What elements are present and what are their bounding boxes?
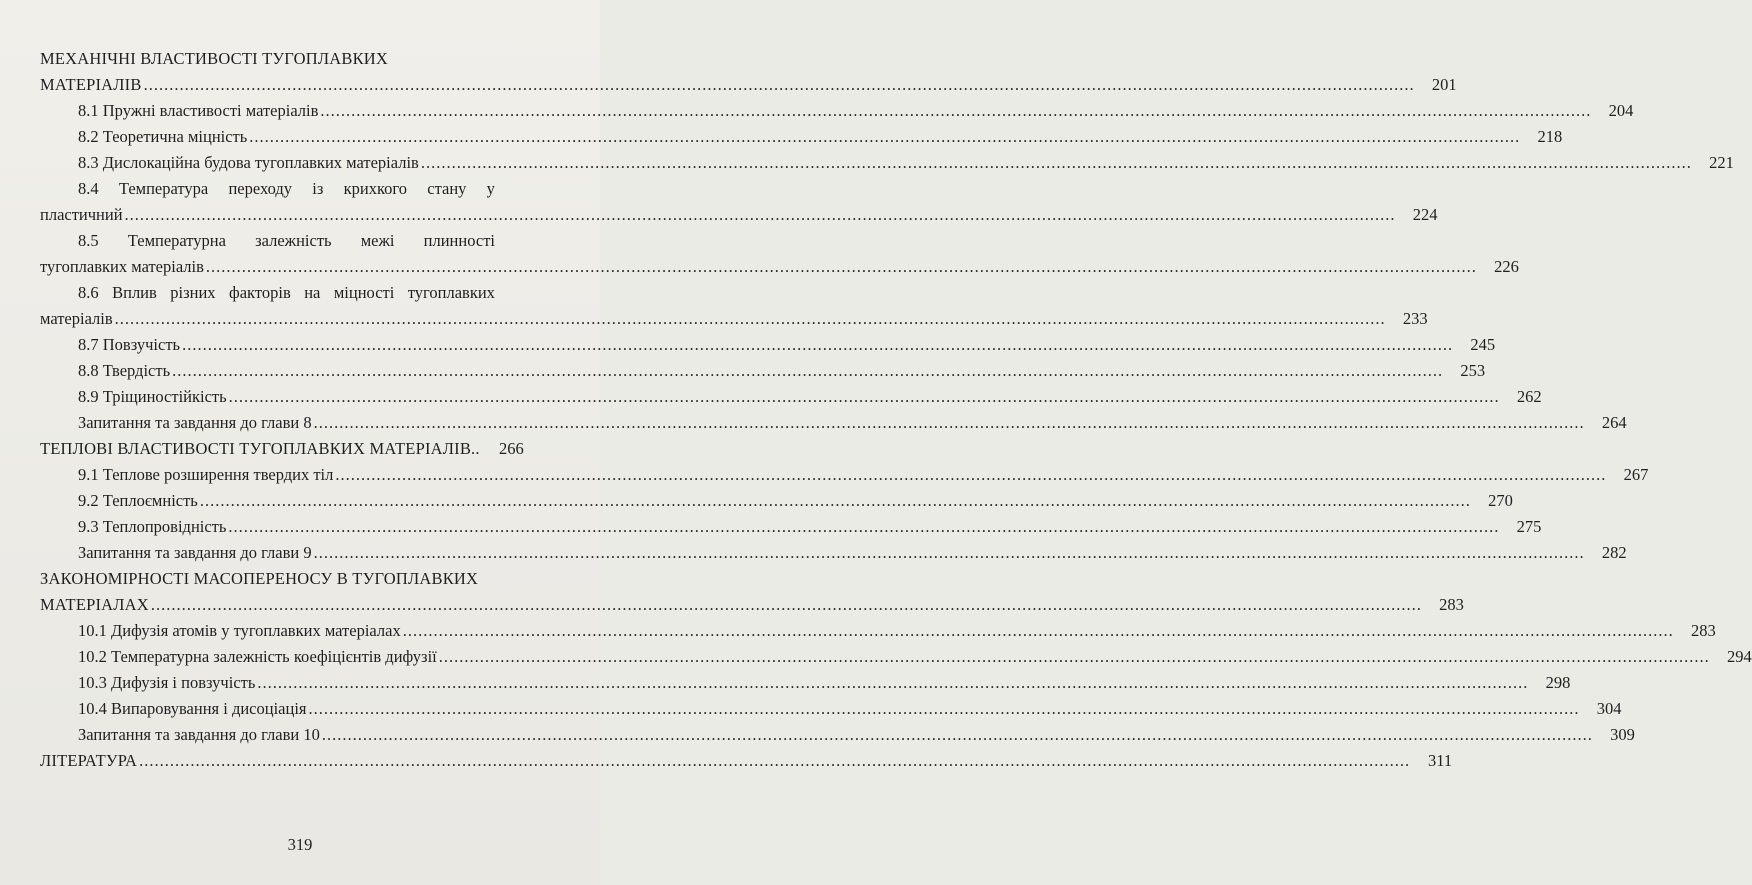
toc-entry-title: 8.2 Теоретична міцність [78, 127, 248, 146]
toc-page-number: 224 [1412, 205, 1438, 224]
toc-entry-title: 9.3 Теплопровідність [78, 517, 227, 536]
toc-page-number: 311 [1427, 751, 1453, 770]
toc-leader-dots [403, 618, 1674, 644]
toc-section-line [40, 696, 1622, 722]
toc-entry-title: МАТЕРІАЛАХ [40, 595, 149, 614]
toc-section-line [40, 722, 1635, 748]
toc-section-line [40, 358, 1486, 384]
toc-entry-title: МАТЕРІАЛІВ [40, 75, 142, 94]
toc-entry-title: 10.4 Випаровування і дисоціація [78, 699, 307, 718]
toc-page-number: 204 [1608, 101, 1634, 120]
page-number: 319 [287, 835, 313, 854]
toc-section-line [40, 462, 1649, 488]
toc-word: залежність [255, 231, 332, 250]
toc-section-line [40, 306, 1428, 332]
toc-entry-title: 8.1 Пружні властивості матеріалів [78, 101, 319, 120]
toc-word: стану [427, 179, 467, 198]
toc-leader-dots [257, 670, 1528, 696]
toc-chapter-line [40, 592, 1464, 618]
toc-entry-title: 8.9 Тріщиностійкість [78, 387, 227, 406]
toc-page-number: 275 [1516, 517, 1542, 536]
toc-leader-dots [206, 254, 1477, 280]
toc-leader-dots [229, 384, 1500, 410]
toc-justified-text [78, 280, 495, 306]
toc-leader-dots [144, 72, 1415, 98]
toc-section-line [40, 514, 1542, 540]
toc-entry-title: 8.8 Твердість [78, 361, 171, 380]
toc-section-line [40, 150, 1734, 176]
toc-section-line [40, 254, 1519, 280]
toc-leader-dots [314, 410, 1585, 436]
toc-section-line [40, 670, 1571, 696]
toc-leader-dots [309, 696, 1580, 722]
toc-entry-title: Запитання та завдання до глави 10 [78, 725, 320, 744]
toc-page-number: 245 [1470, 335, 1496, 354]
toc-page-number: 266 [498, 439, 524, 458]
toc-leader-dots [320, 98, 1591, 124]
toc-page-number: 282 [1601, 543, 1627, 562]
toc-word: міцності [333, 283, 395, 302]
toc-entry-title: 10.3 Дифузія і повзучість [78, 673, 256, 692]
toc-entry-title: ЗАКОНОМІРНОСТІ МАСОПЕРЕНОСУ В ТУГОПЛАВКИХ [40, 569, 479, 588]
toc-entry-title: 9.2 Теплоємність [78, 491, 198, 510]
toc-entry-title: матеріалів [40, 309, 113, 328]
toc-entry-title: Запитання та завдання до глави 9 [78, 543, 312, 562]
toc-page-number: 267 [1623, 465, 1649, 484]
toc-justified-text [78, 176, 495, 202]
toc-chapter-line [40, 72, 1457, 98]
toc-page-number: 283 [1439, 595, 1464, 614]
toc-section-line [40, 410, 1627, 436]
toc-page-number: 253 [1460, 361, 1486, 380]
toc-section-line [40, 488, 1513, 514]
toc-page-number: 264 [1601, 413, 1627, 432]
toc-page-number: 283 [1690, 621, 1716, 640]
toc-section-line [40, 618, 1716, 644]
toc-leader-dots [228, 514, 1499, 540]
toc-word: крихкого [343, 179, 408, 198]
toc-leader-dots [139, 748, 1410, 774]
toc-page-number: 304 [1596, 699, 1622, 718]
toc-entry-title: тугоплавких матеріалів [40, 257, 204, 276]
toc-page-number: 218 [1537, 127, 1563, 146]
toc-leader-dots [335, 462, 1606, 488]
toc-leader-dots [314, 540, 1585, 566]
toc-leader-dots [151, 592, 1422, 618]
toc-leader-dots [182, 332, 1453, 358]
toc-chapter-line [40, 566, 495, 592]
toc-word: 8.4 [78, 179, 99, 198]
toc-page-number: 221 [1709, 153, 1734, 172]
toc-entry-title: 10.1 Дифузія атомів у тугоплавких матеріалах [78, 621, 401, 640]
toc-word: на [304, 283, 321, 302]
toc-leader-dots [249, 124, 1520, 150]
toc-page-number: 201 [1431, 75, 1457, 94]
toc-leader-dots [322, 722, 1593, 748]
toc-word: Температура [118, 179, 209, 198]
toc-chapter-line [40, 748, 1453, 774]
toc-word: Вплив [112, 283, 157, 302]
toc-chapter-line [40, 46, 495, 72]
toc-word: різних [170, 283, 216, 302]
toc-word: межі [360, 231, 395, 250]
toc-word: тугоплавких [407, 283, 495, 302]
toc-entry-title: 9.1 Теплове розширення твердих тіл [78, 465, 334, 484]
toc-entry-title: 8.7 Повзучість [78, 335, 181, 354]
toc-page-number: 233 [1402, 309, 1428, 328]
toc-word: переходу [228, 179, 293, 198]
toc-leader-dots [125, 202, 1396, 228]
toc-entry-title: ТЕПЛОВІ ВЛАСТИВОСТІ ТУГОПЛАВКИХ МАТЕРІАЛІВ.. [40, 439, 480, 458]
toc-word: у [486, 179, 495, 198]
toc-entry-title: ЛІТЕРАТУРА [40, 751, 138, 770]
toc-leader-dots [172, 358, 1443, 384]
toc-page-number: 270 [1488, 491, 1513, 510]
toc-entry-title: Запитання та завдання до глави 8 [78, 413, 312, 432]
toc-section-line [40, 332, 1496, 358]
toc-section-line [40, 280, 495, 306]
toc-word: 8.5 [78, 231, 99, 250]
toc-page-number: 294 [1727, 647, 1752, 666]
toc-word: факторів [229, 283, 291, 302]
table-of-contents [40, 46, 1752, 774]
toc-page-number: 309 [1610, 725, 1635, 744]
toc-page-number: 298 [1545, 673, 1571, 692]
toc-justified-text [78, 228, 495, 254]
toc-leader-dots [439, 644, 1710, 670]
toc-word: Температурна [127, 231, 226, 250]
toc-entry-title: 8.3 Дислокаційна будова тугоплавких матеріалів [78, 153, 419, 172]
toc-leader-dots [421, 150, 1692, 176]
toc-word: 8.6 [78, 283, 99, 302]
toc-page-number: 262 [1516, 387, 1542, 406]
toc-word: плинності [423, 231, 495, 250]
toc-chapter-line [40, 436, 524, 462]
toc-section-line [40, 644, 1752, 670]
toc-section-line [40, 540, 1627, 566]
toc-section-line [40, 176, 495, 202]
toc-leader-dots [115, 306, 1386, 332]
toc-section-line [40, 228, 495, 254]
toc-section-line [40, 124, 1563, 150]
toc-entry-title: пластичний [40, 205, 123, 224]
toc-page-number: 226 [1494, 257, 1519, 276]
toc-section-line [40, 202, 1438, 228]
toc-section-line [40, 98, 1634, 124]
toc-leader-dots [200, 488, 1471, 514]
toc-word: із [312, 179, 324, 198]
toc-section-line [40, 384, 1542, 410]
toc-entry-title: 10.2 Температурна залежність коефіцієнтів дифузії [78, 647, 437, 666]
toc-entry-title: МЕХАНІЧНІ ВЛАСТИВОСТІ ТУГОПЛАВКИХ [40, 49, 389, 68]
